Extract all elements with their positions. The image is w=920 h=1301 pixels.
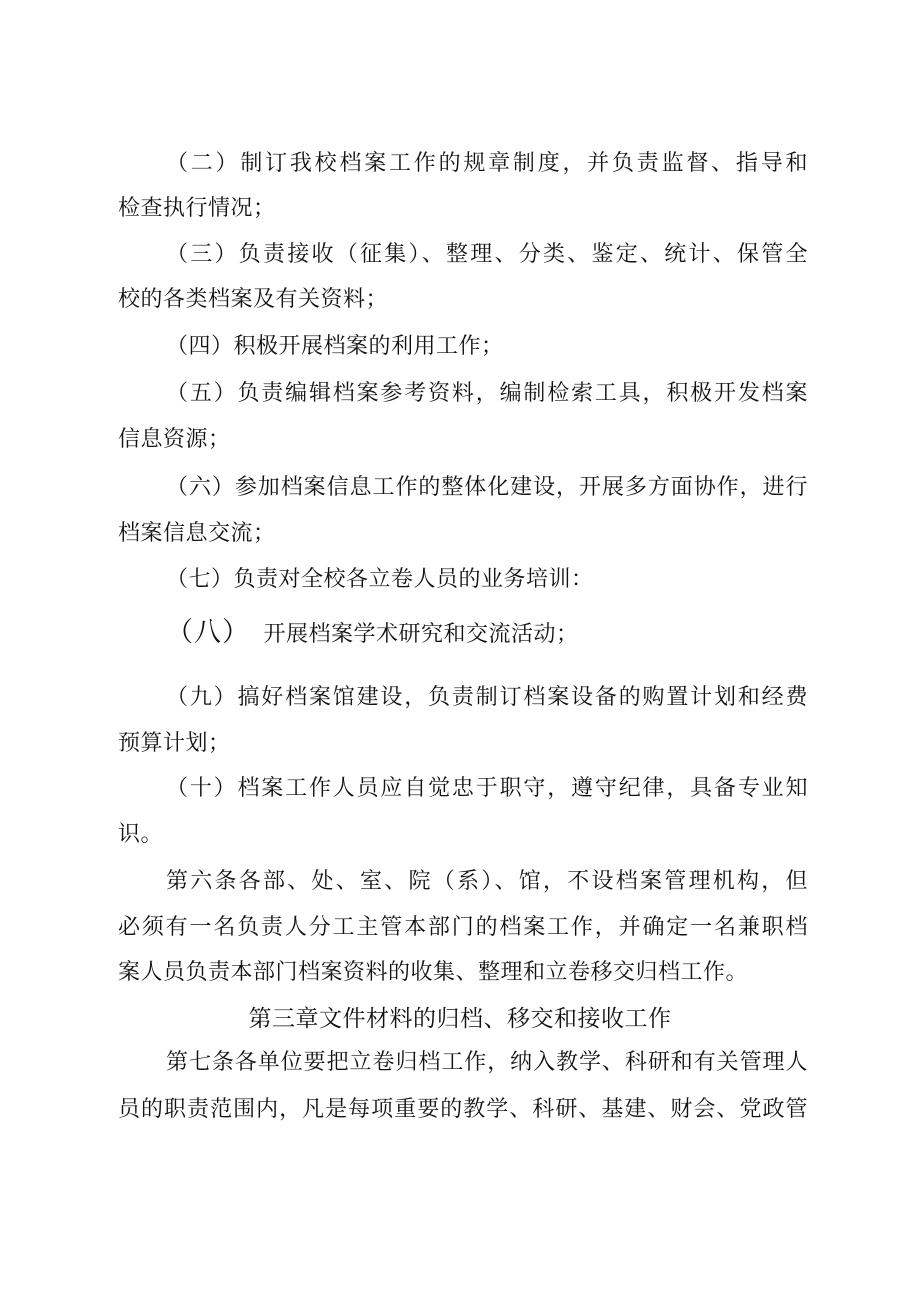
item-6-line-1: （六）参加档案信息工作的整体化建设，开展多方面协作，进行 xyxy=(166,475,808,500)
item-3-line-2: 校的各类档案及有关资料； xyxy=(118,287,389,312)
item-9-line-2: 预算计划； xyxy=(118,731,231,756)
item-9-line-1: （九）搞好档案馆建设，负责制订档案设备的购置计划和经费 xyxy=(166,685,808,710)
article-6-line-3: 案人员负责本部门档案资料的收集、整理和立卷移交归档工作。 xyxy=(118,960,749,985)
item-2-line-2: 检查执行情况； xyxy=(118,196,276,221)
item-7-line-1: （七）负责对全校各立卷人员的业务培训： xyxy=(166,567,594,592)
item-4-line-1: （四）积极开展档案的利用工作； xyxy=(166,334,504,359)
item-8-line-1 xyxy=(166,618,808,650)
item-2-line-1: （二）制订我校档案工作的规章制度，并负责监督、指导和 xyxy=(166,151,808,176)
item-3-line-1: （三）负责接收（征集）、整理、分类、鉴定、统计、保管全 xyxy=(166,242,808,267)
article-7-line-1: 第七条各单位要把立卷归档工作，纳入教学、科研和有关管理人 xyxy=(166,1050,808,1075)
article-7-line-2: 员的职责范围内，凡是每项重要的教学、科研、基建、财会、党政管 xyxy=(118,1097,808,1122)
item-6-line-2: 档案信息交流； xyxy=(118,521,276,546)
item-10-line-1: （十）档案工作人员应自觉忠于职守，遵守纪律，具备专业知 xyxy=(166,776,808,801)
item-5-line-1: （五）负责编辑档案参考资料，编制检索工具，积极开发档案 xyxy=(166,381,808,406)
item-5-line-2: 信息资源； xyxy=(118,427,231,452)
chapter-heading: 第三章文件材料的归档、移交和接收工作 xyxy=(248,1006,672,1032)
article-6-line-2: 必须有一名负责人分工主管本部门的档案工作，并确定一名兼职档 xyxy=(118,915,808,940)
item-10-line-2: 识。 xyxy=(118,822,164,847)
article-6-line-1: 第六条各部、处、室、院（系）、馆，不设档案管理机构，但 xyxy=(166,869,808,894)
item-8-prefix: （八） xyxy=(166,617,250,648)
item-8-text: 开展档案学术研究和交流活动； xyxy=(263,622,579,647)
